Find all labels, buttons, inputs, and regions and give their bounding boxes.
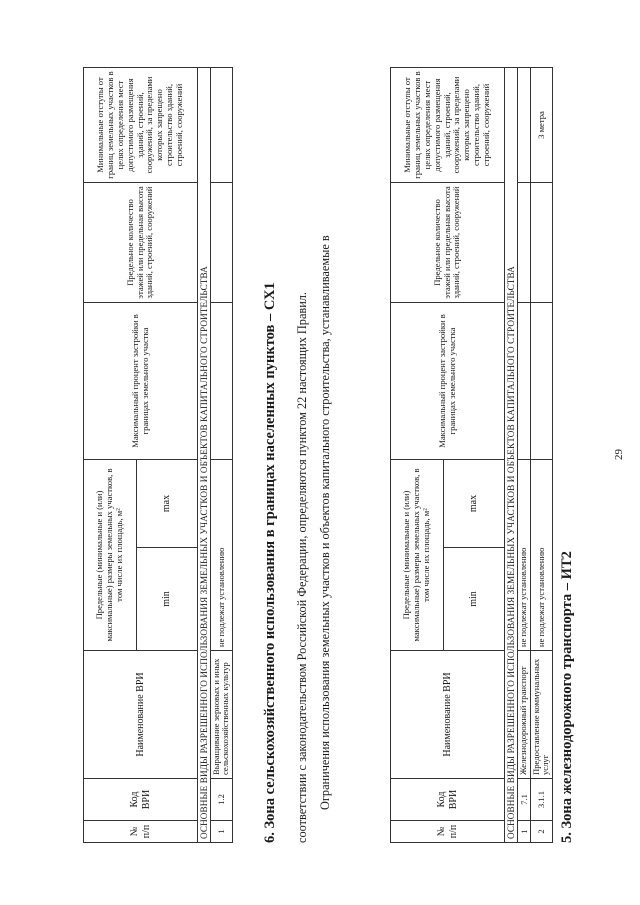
col-name-header: Наименование ВРИ bbox=[84, 651, 198, 779]
row-setback bbox=[211, 68, 233, 183]
row-code: 1.2 bbox=[211, 779, 233, 821]
row-name: Предоставление коммунальных услуг bbox=[531, 651, 553, 779]
col-name-header: Наименование ВРИ bbox=[391, 651, 505, 779]
col-setbacks-header: Минимальные отступы от границ земельных участков в целях определения мест допустимого размещения зданий, строений, сооружений, за пределами которых запрещено строительство зданий, строений, сооружений bbox=[391, 68, 505, 183]
col-min-header: min bbox=[137, 548, 198, 651]
col-max-header: max bbox=[137, 460, 198, 548]
page-number: 29 bbox=[613, 449, 625, 460]
col-size-header: Предельные (минимальные и (или) максимальные) размеры земельных участков, в том числе их площадь, м² bbox=[84, 460, 137, 651]
section6-table bbox=[83, 67, 233, 843]
row-no: 1 bbox=[211, 821, 233, 843]
section-row: ОСНОВНЫЕ ВИДЫ РАЗРЕШЕННОГО ИСПОЛЬЗОВАНИЯ ЗЕМЕЛЬНЫХ УЧАСТКОВ И ОБЪЕКТОВ КАПИТАЛЬНОГО СТРОИТЕЛЬСТВА bbox=[198, 68, 211, 843]
col-floors-header: Предельное количество этажей или предельная высота зданий, строений, сооружений bbox=[391, 183, 505, 303]
col-min-header: min bbox=[444, 548, 505, 651]
section6-title: 6. Зона сельскохозяйственного использования в границах населенных пунктов – СХ1 bbox=[262, 282, 278, 843]
section-row: ОСНОВНЫЕ ВИДЫ РАЗРЕШЕННОГО ИСПОЛЬЗОВАНИЯ ЗЕМЕЛЬНЫХ УЧАСТКОВ И ОБЪЕКТОВ КАПИТАЛЬНОГО СТРОИТЕЛЬСТВА bbox=[505, 68, 518, 843]
table-row bbox=[531, 68, 553, 843]
col-code-header: Код ВРИ bbox=[84, 779, 198, 821]
col-floors-header: Предельное количество этажей или предельная высота зданий, строений, сооружений bbox=[84, 183, 198, 303]
col-code-header: Код ВРИ bbox=[391, 779, 505, 821]
col-setbacks-header: Минимальные отступы от границ земельных участков в целях определения мест допустимого размещения зданий, строений, сооружений, за пределами которых запрещено строительство зданий, строений, сооружений bbox=[84, 68, 198, 183]
row-size: не подлежат установлению bbox=[518, 460, 531, 651]
row-name: Железнодорожный транспорт bbox=[518, 651, 531, 779]
table-row bbox=[518, 68, 531, 843]
row-no: 2 bbox=[531, 821, 553, 843]
section5-table bbox=[390, 67, 553, 843]
row-setback bbox=[518, 68, 531, 183]
col-percent-header: Максимальный процент застройки в границах земельного участка bbox=[84, 303, 198, 460]
col-max-header: max bbox=[444, 460, 505, 548]
row-size: не подлежат установлению bbox=[211, 460, 233, 651]
row-code: 3.1.1 bbox=[531, 779, 553, 821]
row-no: 1 bbox=[518, 821, 531, 843]
row-size: не подлежат установлению bbox=[531, 460, 553, 651]
row-name: Выращивание зерновых и иных сельскохозяйственных культур bbox=[211, 651, 233, 779]
col-percent-header: Максимальный процент застройки в границах земельного участка bbox=[391, 303, 505, 460]
paragraph-line-1: Ограничения использования земельных участков и объектов капитального строительства, устанавливаемые в bbox=[318, 235, 332, 810]
paragraph-line-2: соответствии с законодательством Российской Федерации, определяются пунктом 22 настоящих Правил. bbox=[295, 292, 309, 843]
col-no-header: № п/п bbox=[391, 821, 505, 843]
col-size-header: Предельные (минимальные и (или) максимальные) размеры земельных участков, в том числе их площадь, м² bbox=[391, 460, 444, 651]
section5-title: 5. Зона железнодорожного транспорта – ИТ2 bbox=[559, 551, 575, 843]
row-setback: 3 метра bbox=[531, 68, 553, 183]
col-no-header: № п/п bbox=[84, 821, 198, 843]
table-row bbox=[211, 68, 233, 843]
row-code: 7.1 bbox=[518, 779, 531, 821]
